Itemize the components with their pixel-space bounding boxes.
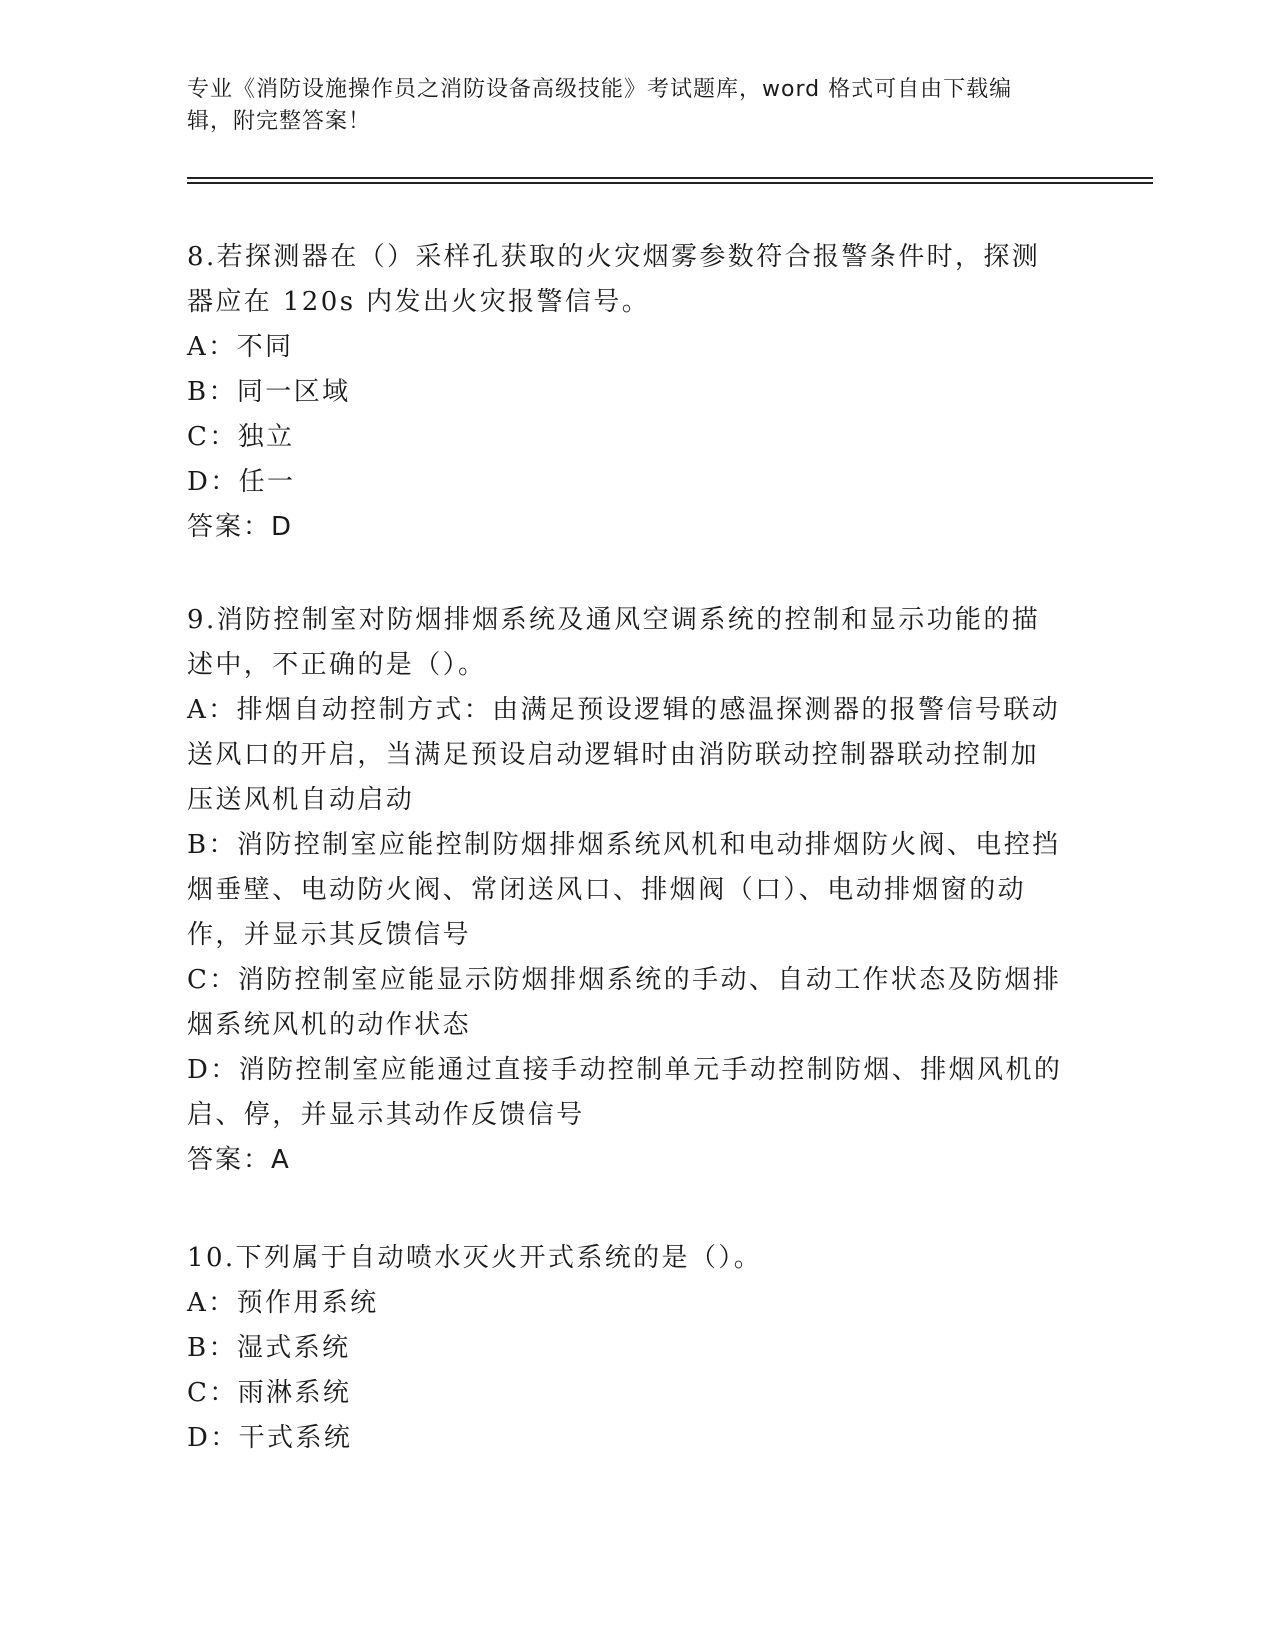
option-d-continued: 启、停，并显示其动作反馈信号: [187, 1100, 585, 1130]
question-8: [187, 235, 1077, 550]
option-a-continued: 送风口的开启，当满足预设启动逻辑时由消防联动控制器联动控制加: [187, 740, 1040, 770]
option-b: B：消防控制室应能控制防烟排烟系统风机和电动排烟防火阀、电控挡: [187, 830, 1061, 860]
question-stem-line: 述中，不正确的是（）。: [187, 650, 487, 680]
question-stem-line: 9.消防控制室对防烟排烟系统及通风空调系统的控制和显示功能的描: [187, 605, 1041, 635]
option-c-continued: 烟系统风机的动作状态: [187, 1010, 472, 1040]
question-stem-line: 8.若探测器在（）采样孔获取的火灾烟雾参数符合报警条件时，探测: [187, 242, 1041, 272]
option-d: D：干式系统: [187, 1423, 353, 1453]
document-header: [187, 74, 1067, 138]
answer-line: 答案：D: [187, 512, 294, 542]
option-b: B：湿式系统: [187, 1333, 351, 1363]
question-stem-line: 10.下列属于自动喷水灭火开式系统的是（）。: [187, 1243, 763, 1273]
option-b-continued: 作，并显示其反馈信号: [187, 920, 472, 950]
answer-line: 答案：A: [187, 1145, 291, 1175]
option-c: C：消防控制室应能显示防烟排烟系统的手动、自动工作状态及防烟排: [187, 965, 1062, 995]
option-b: B：同一区域: [187, 377, 351, 407]
header-divider-bottom: [187, 182, 1153, 184]
question-9: [187, 598, 1077, 1183]
question-stem-line: 器应在 120s 内发出火灾报警信号。: [187, 287, 651, 317]
option-d: D：消防控制室应能通过直接手动控制单元手动控制防烟、排烟风机的: [187, 1055, 1063, 1085]
option-c: C：独立: [187, 422, 295, 452]
option-a-continued: 压送风机自动启动: [187, 785, 415, 815]
question-10: [187, 1236, 1077, 1461]
option-a: A：不同: [187, 332, 294, 362]
header-divider-top: [187, 177, 1153, 179]
option-a: A：排烟自动控制方式：由满足预设逻辑的感温探测器的报警信号联动: [187, 695, 1061, 725]
header-line-2: 辑，附完整答案！: [187, 109, 372, 134]
option-a: A：预作用系统: [187, 1288, 379, 1318]
option-b-continued: 烟垂壁、电动防火阀、常闭送风口、排烟阀（口）、电动排烟窗的动: [187, 875, 1027, 905]
option-d: D：任一: [187, 467, 296, 497]
header-line-1: 专业《消防设施操作员之消防设备高级技能》考试题库，word 格式可自由下载编: [187, 77, 1013, 102]
option-c: C：雨淋系统: [187, 1378, 352, 1408]
